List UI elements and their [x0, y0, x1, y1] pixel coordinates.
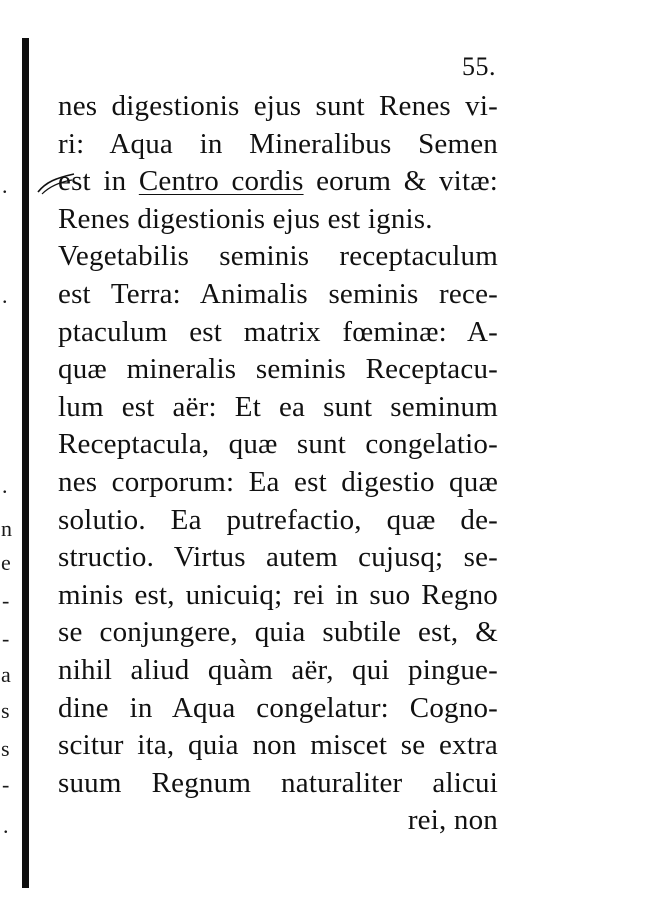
gutter-mark: .: [2, 283, 8, 308]
text-line: est Terra: Animalis seminis rece-: [58, 277, 498, 310]
gutter-mark: -: [2, 772, 10, 797]
text-line: scitur ita, quia non miscet se extra: [58, 729, 498, 762]
gutter-mark: .: [3, 813, 9, 838]
gutter-mark: -: [2, 626, 10, 651]
text-segment: eorum & vitæ:: [303, 165, 498, 198]
underlined-phrase: Centro cordis: [138, 165, 304, 198]
text-line: quæ mineralis seminis Receptacu-: [58, 353, 498, 386]
gutter-mark: s: [1, 698, 10, 723]
binding-edge: [22, 38, 29, 888]
text-line: solutio. Ea putrefactio, quæ de-: [58, 503, 498, 536]
text-line: se conjungere, quia subtile est, &: [58, 616, 498, 649]
gutter-mark: a: [1, 662, 11, 687]
text-line: Vegetabilis seminis receptaculum: [58, 240, 498, 273]
gutter-mark: s: [1, 736, 10, 761]
text-line: suum Regnum naturaliter alicui: [58, 766, 498, 799]
text-line: lum est aër: Et ea sunt seminum: [58, 390, 498, 423]
text-line: minis est, unicuiq; rei in suo Regno: [58, 578, 498, 611]
text-line: dine in Aqua congelatur: Cogno-: [58, 691, 498, 724]
gutter-mark: e: [1, 550, 11, 575]
text-line-underlined: [58, 163, 498, 201]
page-number: 55.: [462, 52, 496, 81]
text-line: nes corporum: Ea est digestio quæ: [58, 465, 498, 498]
catchword: rei, non: [407, 804, 498, 837]
text-segment: est in: [58, 165, 139, 198]
text-line: ptaculum est matrix fœminæ: A-: [58, 315, 498, 348]
text-line: Receptacula, quæ sunt congelatio-: [58, 428, 498, 461]
text-line: nes digestionis ejus sunt Renes vi-: [58, 90, 498, 122]
text-line: structio. Virtus autem cujusq; se-: [58, 541, 498, 574]
gutter-mark: n: [1, 516, 12, 541]
text-block: [58, 88, 498, 840]
text-line: Renes digestionis ejus est ignis.: [58, 202, 433, 235]
gutter-mark: -: [2, 588, 10, 613]
gutter-mark: .: [2, 173, 8, 198]
gutter-mark: .: [2, 473, 8, 498]
text-line: ri: Aqua in Mineralibus Semen: [58, 127, 498, 160]
text-line: nihil aliud quàm aër, qui pingue-: [58, 653, 498, 686]
